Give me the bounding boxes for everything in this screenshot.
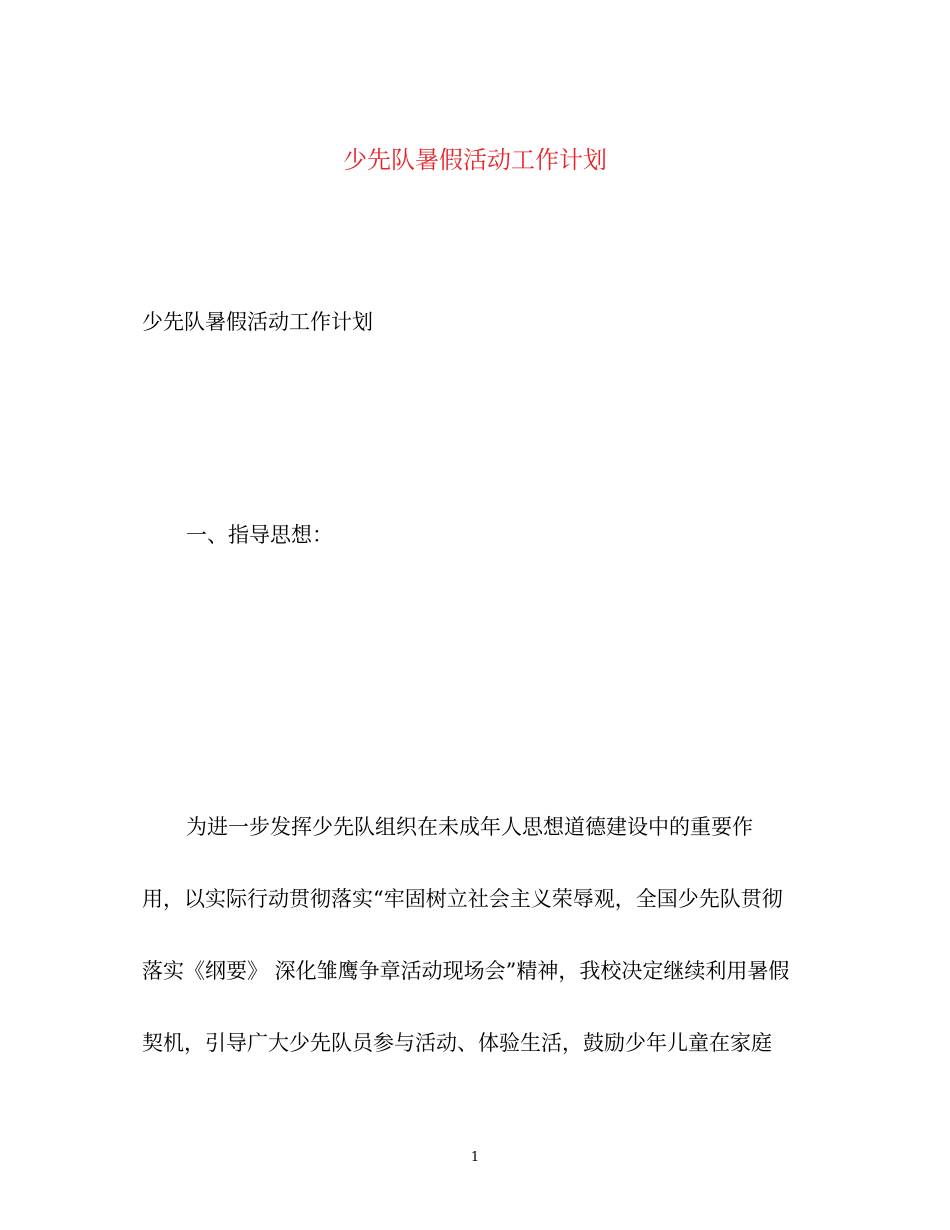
document-title: 少先队暑假活动工作计划: [343, 146, 607, 174]
page-number: 1: [470, 1150, 480, 1165]
body-paragraph-line: 契机，引导广大少先队员参与活动、体验生活，鼓励少年儿童在家庭: [142, 1031, 772, 1055]
body-paragraph-line: 用，以实际行动贯彻落实“牢固树立社会主义荣辱观，全国少先队贯彻: [142, 887, 783, 911]
document-subtitle: 少先队暑假活动工作计划: [142, 310, 373, 334]
body-paragraph-line: 落实《纲要》 深化雏鹰争章活动现场会”精神，我校决定继续利用暑假: [142, 959, 790, 983]
body-paragraph-line: 为进一步发挥少先队组织在未成年人思想道德建设中的重要作: [186, 815, 753, 839]
section-heading: 一、指导思想：: [186, 523, 333, 547]
